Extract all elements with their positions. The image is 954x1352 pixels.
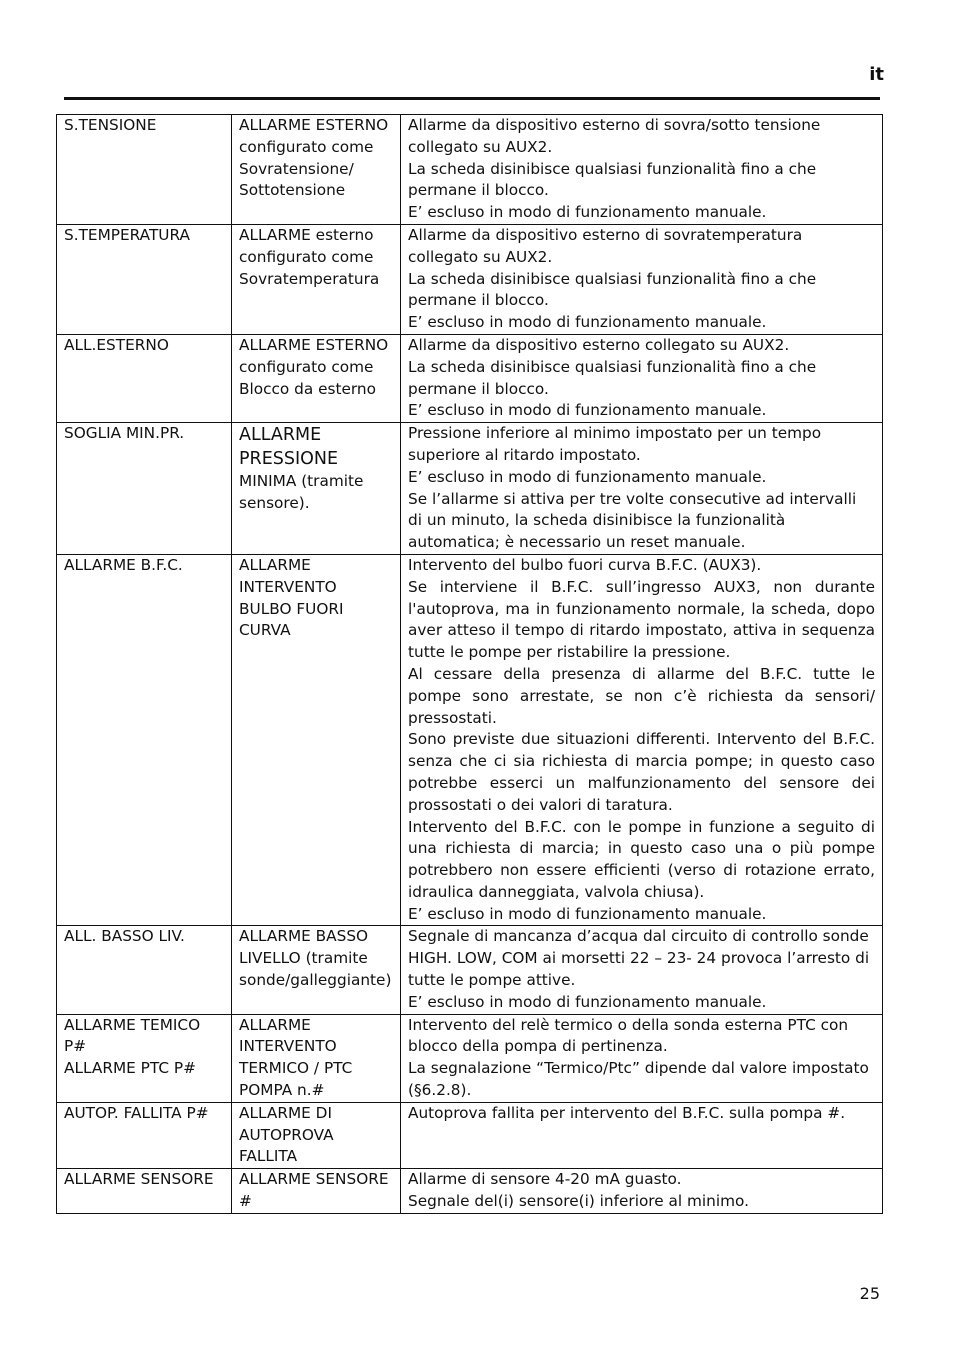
alarm-code-cell: AUTOP. FALLITA P#	[57, 1102, 232, 1168]
alarm-name-cell: ALLARME SENSORE #	[232, 1169, 401, 1214]
table-row	[57, 554, 883, 926]
page-number: 25	[859, 1284, 880, 1303]
alarm-description-cell: Allarme da dispositivo esterno di sovra/sotto tensione collegato su AUX2. La scheda disinibisce qualsiasi funzionalità fino a che permane il blocco. E’ escluso in modo di funzionamento manuale.	[401, 115, 883, 225]
table-row	[57, 1102, 883, 1168]
alarm-table	[56, 114, 883, 1214]
alarm-name-cell: ALLARME ESTERNO configurato come Blocco da esterno	[232, 334, 401, 422]
alarm-description-cell: Intervento del bulbo fuori curva B.F.C. (AUX3). Se interviene il B.F.C. sull’ingresso AUX3, non durante l'autoprova, ma in funzionamento normale, la scheda, dopo aver atteso il tempo di ritardo impostato, attiva in sequenza tutte le pompe per ristabilire la pressione. Al cessare della presenza di allarme del B.F.C. tutte le pompe sono arrestate, se non c’è richiesta da sensori/ pressostati. Sono previste due situazioni differenti. Intervento del B.F.C. senza che ci sia richiesta di marcia pompe; in questo caso potrebbe esserci un malfunzionamento del sensore dei prossostati o dei valori di taratura. Intervento del B.F.C. con le pompe in funzione a seguito di una richiesta di marcia; in questo caso una o più pompe potrebbero non essere efficienti (verso di rotazione errato, idraulica danneggiata, valvola chiusa). E’ escluso in modo di funzionamento manuale.	[401, 554, 883, 926]
alarm-name-cell: ALLARME INTERVENTO BULBO FUORI CURVA	[232, 554, 401, 926]
alarm-code-cell: ALL. BASSO LIV.	[57, 926, 232, 1014]
alarm-description-cell: Autoprova fallita per intervento del B.F.C. sulla pompa #.	[401, 1102, 883, 1168]
alarm-description-cell: Allarme da dispositivo esterno collegato su AUX2. La scheda disinibisce qualsiasi funzionalità fino a che permane il blocco. E’ escluso in modo di funzionamento manuale.	[401, 334, 883, 422]
table-row	[57, 1169, 883, 1214]
alarm-code-cell: S.TENSIONE	[57, 115, 232, 225]
alarm-description-cell: Segnale di mancanza d’acqua dal circuito di controllo sonde HIGH. LOW, COM ai morsetti 22 – 23- 24 provoca l’arresto di tutte le pompe attive. E’ escluso in modo di funzionamento manuale.	[401, 926, 883, 1014]
alarm-name-cell: ALLARME INTERVENTO TERMICO / PTC POMPA n.#	[232, 1014, 401, 1102]
alarm-description-cell: Pressione inferiore al minimo impostato per un tempo superiore al ritardo impostato. E’ escluso in modo di funzionamento manuale. Se l’allarme si attiva per tre volte consecutive ad intervalli di un minuto, la scheda disinibisce la funzionalità automatica; è necessario un reset manuale.	[401, 423, 883, 555]
alarm-name-cell: ALLARME DI AUTOPROVA FALLITA	[232, 1102, 401, 1168]
table-row	[57, 926, 883, 1014]
header-rule	[64, 97, 880, 100]
alarm-code-cell: SOGLIA MIN.PR.	[57, 423, 232, 555]
alarm-code-cell: ALLARME SENSORE	[57, 1169, 232, 1214]
alarm-code-cell: ALL.ESTERNO	[57, 334, 232, 422]
alarm-name-cell: ALLARME esterno configurato come Sovratemperatura	[232, 224, 401, 334]
alarm-name-cell: ALLARME ESTERNO configurato come Sovratensione/ Sottotensione	[232, 115, 401, 225]
table-row	[57, 1014, 883, 1102]
table-row	[57, 115, 883, 225]
alarm-description-cell: Allarme da dispositivo esterno di sovratemperatura collegato su AUX2. La scheda disinibisce qualsiasi funzionalità fino a che permane il blocco. E’ escluso in modo di funzionamento manuale.	[401, 224, 883, 334]
alarm-name-cell: ALLARME PRESSIONE MINIMA (tramite sensore).	[232, 423, 401, 555]
table-row	[57, 334, 883, 422]
alarm-code-cell: S.TEMPERATURA	[57, 224, 232, 334]
alarm-name-cell: ALLARME BASSO LIVELLO (tramite sonde/galleggiante)	[232, 926, 401, 1014]
alarm-code-cell: ALLARME B.F.C.	[57, 554, 232, 926]
language-marker: it	[869, 64, 884, 85]
alarm-code-cell: ALLARME TEMICO P# ALLARME PTC P#	[57, 1014, 232, 1102]
table-row	[57, 423, 883, 555]
table-row	[57, 224, 883, 334]
alarm-description-cell: Intervento del relè termico o della sonda esterna PTC con blocco della pompa di pertinenza. La segnalazione “Termico/Ptc” dipende dal valore impostato (§6.2.8).	[401, 1014, 883, 1102]
alarm-description-cell: Allarme di sensore 4-20 mA guasto. Segnale del(i) sensore(i) inferiore al minimo.	[401, 1169, 883, 1214]
